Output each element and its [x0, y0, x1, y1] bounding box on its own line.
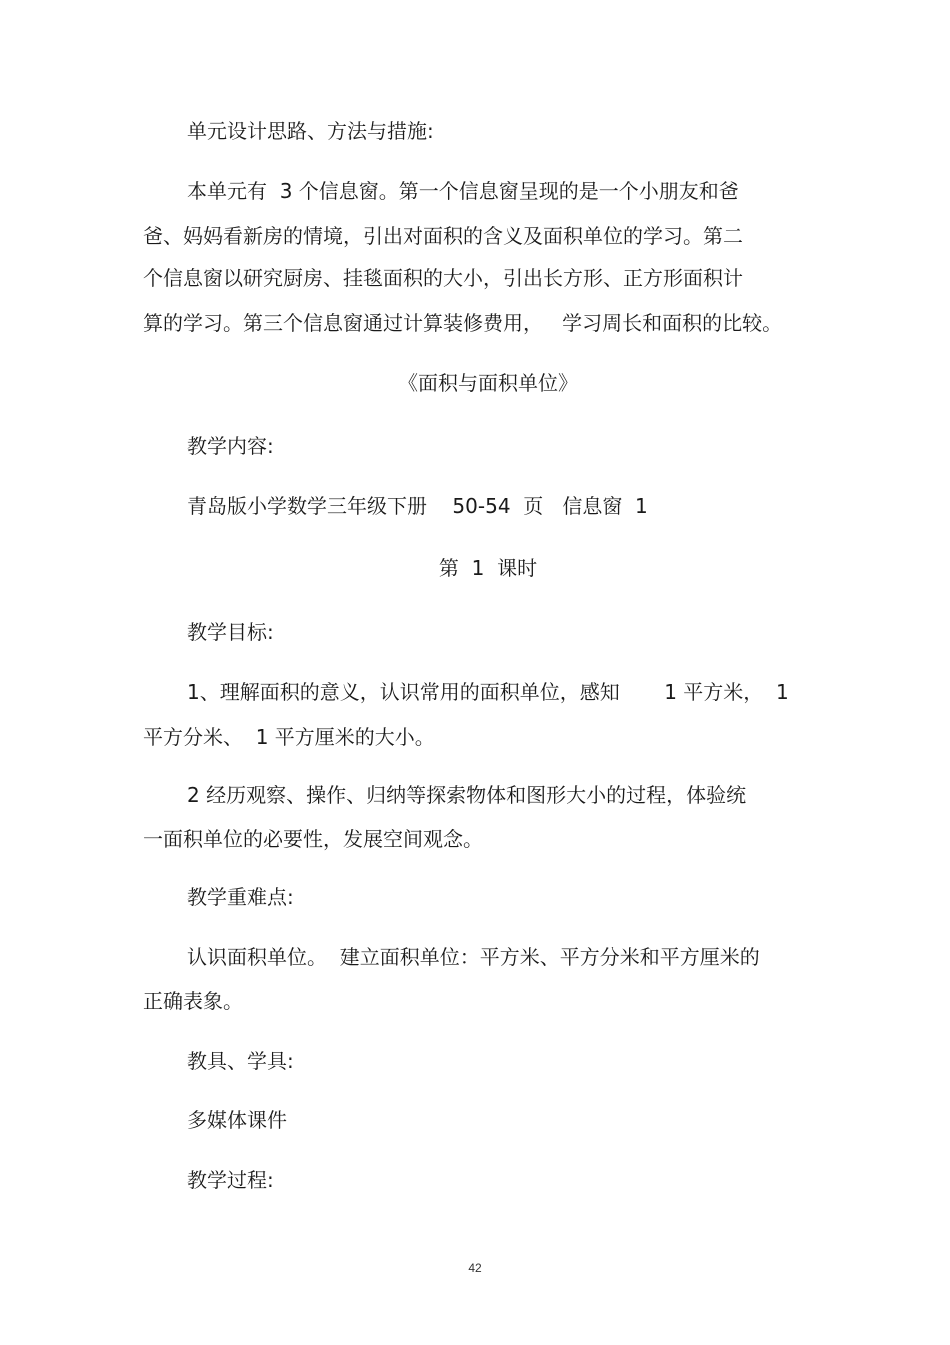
page-number: 42	[468, 1261, 482, 1275]
key-line-1: 认识面积单位。 建立面积单位：平方米、平方分米和平方厘米的	[187, 945, 760, 969]
period-heading: 第 1 课时	[438, 556, 538, 580]
intro-line-2: 爸、妈妈看新房的情境，引出对面积的含义及面积单位的学习。第二	[143, 224, 743, 248]
process-label: 教学过程:	[187, 1168, 274, 1192]
key-line-2: 正确表象。	[143, 989, 243, 1013]
tools-value: 多媒体课件	[187, 1108, 287, 1132]
tools-label: 教具、学具:	[187, 1049, 294, 1073]
goal1-line-2: 平方分米、 1 平方厘米的大小。	[143, 725, 435, 749]
design-heading: 单元设计思路、方法与措施:	[187, 119, 434, 143]
goals-label: 教学目标:	[187, 620, 274, 644]
content-value: 青岛版小学数学三年级下册 50-54 页 信息窗 1	[187, 494, 648, 518]
lesson-title: 《面积与面积单位》	[398, 371, 578, 395]
goal1-line-1: 1、理解面积的意义，认识常用的面积单位，感知 1 平方米， 1	[187, 680, 789, 704]
goal2-line-2: 一面积单位的必要性，发展空间观念。	[143, 827, 483, 851]
content-label: 教学内容:	[187, 434, 274, 458]
goal2-line-1: 2 经历观察、操作、归纳等探索物体和图形大小的过程，体验统	[187, 783, 747, 807]
key-label: 教学重难点:	[187, 885, 294, 909]
intro-line-4: 算的学习。第三个信息窗通过计算装修费用， 学习周长和面积的比较。	[143, 311, 783, 335]
intro-line-3: 个信息窗以研究厨房、挂毯面积的大小，引出长方形、正方形面积计	[143, 266, 743, 290]
intro-line-1: 本单元有 3 个信息窗。第一个信息窗呈现的是一个小朋友和爸	[187, 179, 739, 203]
